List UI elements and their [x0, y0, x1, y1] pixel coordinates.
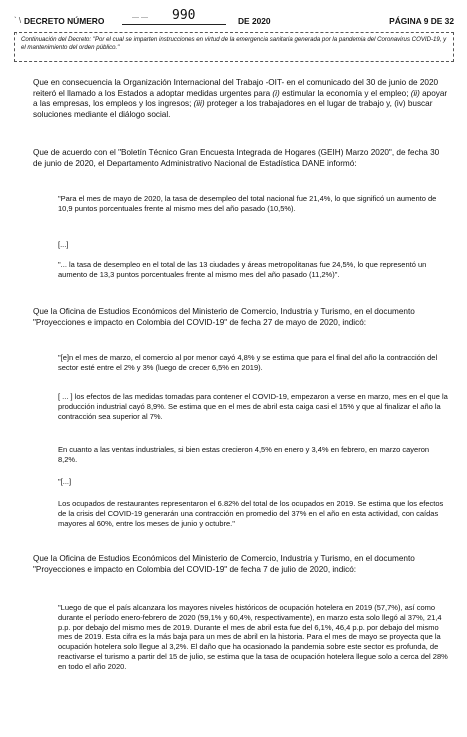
- enum-marker: (iii): [193, 99, 205, 109]
- enum-marker: (i): [272, 88, 280, 98]
- decree-number: 990: [172, 8, 196, 23]
- document-body: [0, 78, 467, 728]
- quote-hoteles: "Luego de que el país alcanzara los mayores niveles históricos de ocupación hotelera en 2019 (57,7%), así como durante el período enero-febrero de 2020 (59,1% y 60,4%, respectivamente), en marzo esta solo llegó al 37%, 21,4 p.p. por debajo del mismo mes de 2019. Durante el mes de abril esta fue del 6,1%, 46,4 p.p. por debajo del mismo mes de 2019. Esta cifra es la más baja para un mes de abril en la historia. Para el mes de mayo se proyecta que la ocupación hotelera solo llegue al 3,2%. El daño que ha ocasionado la pandemia sobre este sector es profunda, de reactivarse el turismo a partir del 15 de julio, se estima que la tasa de ocupación hotelera llegue solo a cerca del 28% en todo el año 2020.: [58, 603, 448, 671]
- quote-restaurantes: Los ocupados de restaurantes representaron el 6.82% del total de los ocupados en 2019. Se estima que los efectos de la crisis del COVID-19 generarán una contracción en promedio del 37% en el año en esta actividad, con caídas mayores al 60%, entre los meses de junio y octubre.": [58, 499, 444, 528]
- margin-mark: ` \: [14, 16, 22, 25]
- paragraph-text: proteger a los trabajadores en el lugar de trabajo y, (iv) buscar soluciones mediante el diálogo social.: [33, 99, 433, 119]
- paragraph-text: estimular la economía y el empleo;: [279, 88, 411, 98]
- paragraph-text: Que en consecuencia la Organización Internacional del Trabajo -OIT- en el comunicado del 30 de junio de 2020 reiteró el llamado a los Estados a adoptar medidas urgentes para: [33, 78, 439, 98]
- quote-comercio: "[e]n el mes de marzo, el comercio al por menor cayó 4,8% y se estima que para el final del año la contracción del sector esté entre el 2% y 3% (luego de crecer 6,5% en 2019).: [58, 353, 438, 372]
- paragraph-oit: [33, 78, 448, 120]
- continuation-text: Continuación del Decreto: "Por el cual se imparten instrucciones en virtud de la emergencia sanitaria generada por la pandemia del Coronavirus COVID-19, y el mantenimiento del orden público.": [21, 36, 447, 51]
- stamp-fragment: — —: [132, 14, 148, 21]
- paragraph-mincomercio-mayo: Que la Oficina de Estudios Económicos del Ministerio de Comercio, Industria y Turismo, en el documento "Proyecciones e impacto en Colombia del COVID-19" de fecha 27 de mayo de 2020, indicó:: [33, 307, 415, 327]
- quote-ellipsis: "[...]: [58, 477, 72, 486]
- continuation-box: [14, 32, 454, 62]
- page-number: PÁGINA 9 DE 32: [389, 16, 454, 26]
- corner-mark: ': [16, 33, 18, 40]
- decree-year: DE 2020: [238, 16, 271, 26]
- decree-label: DECRETO NÚMERO: [24, 16, 105, 26]
- quote-ventas: En cuanto a las ventas industriales, si bien estas crecieron 4,5% en enero y 3,4% en febrero, en marzo cayeron 8,2%.: [58, 445, 430, 464]
- decree-number-underline: [122, 24, 226, 25]
- page-header: [14, 8, 454, 30]
- paragraph-text: apoyar a las empresas, los empleos y los ingresos;: [33, 88, 448, 109]
- quote-industria: [ ... ] los efectos de las medidas tomadas para contener el COVID-19, empezaron a verse en marzo, mes en el que la producción industrial cayó 8,9%. Se estima que en el mes de abril esta caiga casi el 15% y que al finalizar el año la contracción sea superior al 7%.: [58, 392, 448, 421]
- paragraph-mincomercio-julio: Que la Oficina de Estudios Económicos del Ministerio de Comercio, Industria y Turismo, en el documento "Proyecciones e impacto en Colombia del COVID-19" de fecha 7 de julio de 2020, indicó:: [33, 554, 415, 574]
- paragraph-dane: Que de acuerdo con el "Boletín Técnico Gran Encuesta Integrada de Hogares (GEIH) Marzo 2020", de fecha 30 de junio de 2020, el Departamento Administrativo Nacional de Estadística DANE informó:: [33, 148, 440, 168]
- quote-desempleo-nacional: "Para el mes de mayo de 2020, la tasa de desempleo del total nacional fue 21,4%, lo que significó un aumento de 10,9 puntos porcentuales frente al mismo mes del año pasado (10,5%).: [58, 194, 437, 213]
- enum-marker: (ii): [410, 88, 420, 98]
- quote-desempleo-ciudades: "... la tasa de desempleo en el total de las 13 ciudades y áreas metropolitanas fue 24,5%, lo que representó un aumento de 13,3 puntos porcentuales frente al mismo mes del año pasado (11,2%)".: [58, 260, 427, 279]
- quote-ellipsis: [...]: [58, 240, 69, 249]
